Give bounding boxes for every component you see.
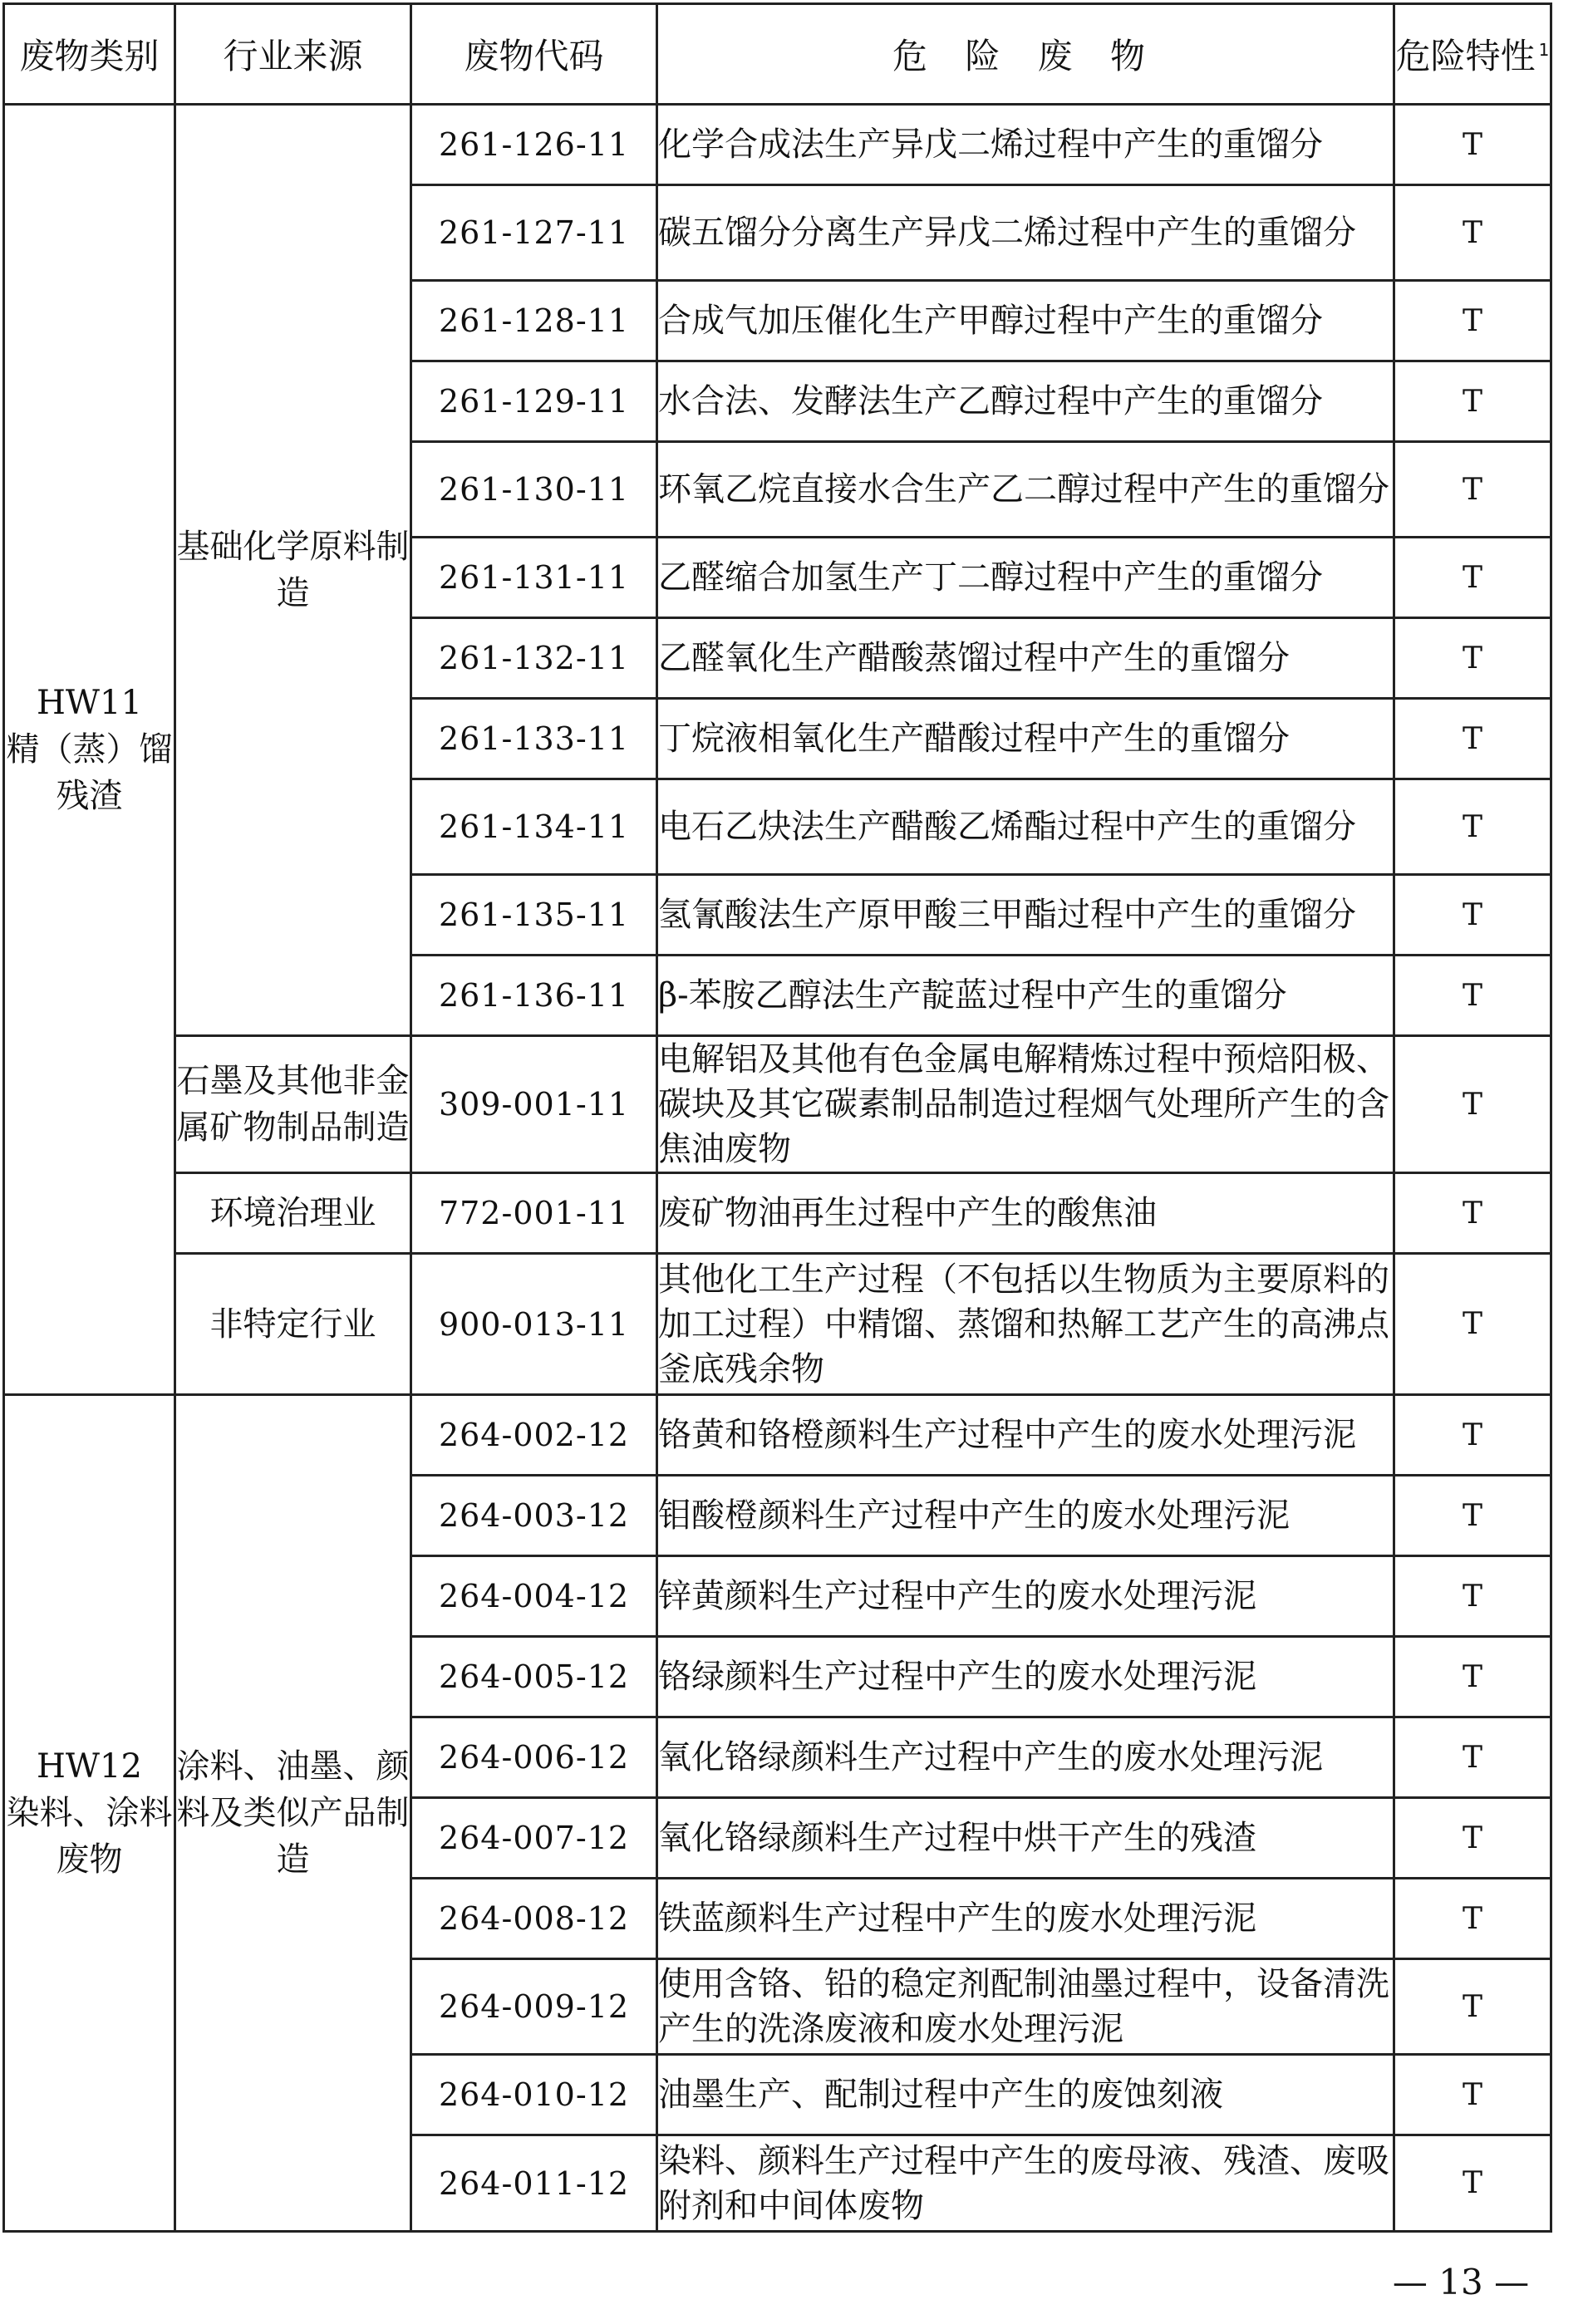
- waste-code: 261-127-11: [411, 185, 657, 281]
- hazard-property: T: [1394, 1173, 1551, 1254]
- table-header-row: [4, 4, 1551, 105]
- hazard-property: T: [1394, 1637, 1551, 1717]
- waste-code: 261-135-11: [411, 875, 657, 956]
- waste-code: 264-005-12: [411, 1637, 657, 1717]
- waste-description: 环氧乙烷直接水合生产乙二醇过程中产生的重馏分: [657, 442, 1394, 538]
- waste-description: 铬黄和铬橙颜料生产过程中产生的废水处理污泥: [657, 1395, 1394, 1476]
- waste-code: 264-008-12: [411, 1879, 657, 1959]
- header-industry: 行业来源: [175, 4, 411, 105]
- waste-description: 氧化铬绿颜料生产过程中烘干产生的残渣: [657, 1798, 1394, 1879]
- waste-description: 水合法、发酵法生产乙醇过程中产生的重馏分: [657, 361, 1394, 442]
- waste-code: 772-001-11: [411, 1173, 657, 1254]
- hazard-property: T: [1394, 1556, 1551, 1637]
- hazard-property: T: [1394, 2055, 1551, 2135]
- hazard-property: T: [1394, 185, 1551, 281]
- waste-description: 其他化工生产过程（不包括以生物质为主要原料的加工过程）中精馏、蒸馏和热解工艺产生的高沸点釜底残余物: [657, 1254, 1394, 1395]
- hazard-property: T: [1394, 875, 1551, 956]
- waste-code: 261-129-11: [411, 361, 657, 442]
- waste-code: 261-132-11: [411, 618, 657, 699]
- waste-code: 261-133-11: [411, 699, 657, 779]
- hazard-property: T: [1394, 699, 1551, 779]
- table-body: [4, 105, 1551, 2232]
- waste-code: 309-001-11: [411, 1036, 657, 1173]
- header-code: 废物代码: [411, 4, 657, 105]
- waste-description: 铬绿颜料生产过程中产生的废水处理污泥: [657, 1637, 1394, 1717]
- waste-description: 电解铝及其他有色金属电解精炼过程中预焙阳极、碳块及其它碳素制品制造过程烟气处理所产生的含焦油废物: [657, 1036, 1394, 1173]
- hazard-property: T: [1394, 538, 1551, 618]
- hazard-property: T: [1394, 779, 1551, 875]
- hazard-property: T: [1394, 1798, 1551, 1879]
- waste-description: 废矿物油再生过程中产生的酸焦油: [657, 1173, 1394, 1254]
- waste-description: β-苯胺乙醇法生产靛蓝过程中产生的重馏分: [657, 956, 1394, 1036]
- waste-code: 264-009-12: [411, 1959, 657, 2055]
- waste-description: 电石乙炔法生产醋酸乙烯酯过程中产生的重馏分: [657, 779, 1394, 875]
- hazard-property: T: [1394, 1879, 1551, 1959]
- category-cell: [4, 105, 175, 1395]
- waste-description: 丁烷液相氧化生产醋酸过程中产生的重馏分: [657, 699, 1394, 779]
- hazard-property: T: [1394, 442, 1551, 538]
- waste-description: 氧化铬绿颜料生产过程中产生的废水处理污泥: [657, 1717, 1394, 1798]
- category-cell: [4, 1395, 175, 2232]
- waste-description: 碳五馏分分离生产异戊二烯过程中产生的重馏分: [657, 185, 1394, 281]
- header-category: 废物类别: [4, 4, 175, 105]
- waste-code: 261-136-11: [411, 956, 657, 1036]
- hazard-property: T: [1394, 361, 1551, 442]
- waste-description: 油墨生产、配制过程中产生的废蚀刻液: [657, 2055, 1394, 2135]
- table-row: [4, 1173, 1551, 1254]
- hazard-property: T: [1394, 1395, 1551, 1476]
- hazard-property: T: [1394, 105, 1551, 185]
- header-waste: 危 险 废 物: [657, 4, 1394, 105]
- hazard-property: T: [1394, 618, 1551, 699]
- hazard-property: T: [1394, 1254, 1551, 1395]
- waste-code: 900-013-11: [411, 1254, 657, 1395]
- waste-code: 261-134-11: [411, 779, 657, 875]
- waste-description: 锌黄颜料生产过程中产生的废水处理污泥: [657, 1556, 1394, 1637]
- waste-description: 染料、颜料生产过程中产生的废母液、残渣、废吸附剂和中间体废物: [657, 2135, 1394, 2232]
- waste-description: 氢氰酸法生产原甲酸三甲酯过程中产生的重馏分: [657, 875, 1394, 956]
- industry-cell: 涂料、油墨、颜料及类似产品制造: [175, 1395, 411, 2232]
- industry-cell: 环境治理业: [175, 1173, 411, 1254]
- industry-cell: 石墨及其他非金属矿物制品制造: [175, 1036, 411, 1173]
- hazard-property: T: [1394, 1959, 1551, 2055]
- header-property-footnote: 1: [1538, 40, 1550, 60]
- waste-code: 261-128-11: [411, 281, 657, 361]
- hazard-property: T: [1394, 2135, 1551, 2232]
- header-property-label: 危险特性: [1395, 36, 1536, 76]
- waste-code: 264-006-12: [411, 1717, 657, 1798]
- waste-description: 铁蓝颜料生产过程中产生的废水处理污泥: [657, 1879, 1394, 1959]
- hazard-property: T: [1394, 1476, 1551, 1556]
- industry-cell: 基础化学原料制造: [175, 105, 411, 1036]
- waste-description: 化学合成法生产异戊二烯过程中产生的重馏分: [657, 105, 1394, 185]
- table-row: [4, 1036, 1551, 1173]
- waste-code: 261-130-11: [411, 442, 657, 538]
- waste-code: 264-002-12: [411, 1395, 657, 1476]
- waste-code: 261-126-11: [411, 105, 657, 185]
- waste-code: 264-003-12: [411, 1476, 657, 1556]
- table-row: [4, 1395, 1551, 1476]
- waste-description: 乙醛氧化生产醋酸蒸馏过程中产生的重馏分: [657, 618, 1394, 699]
- category-name: 染料、涂料废物: [6, 1794, 173, 1879]
- waste-code: 264-011-12: [411, 2135, 657, 2232]
- category-code: HW12: [37, 1747, 142, 1786]
- table-row: [4, 105, 1551, 185]
- hazard-property: T: [1394, 1717, 1551, 1798]
- waste-code: 264-004-12: [411, 1556, 657, 1637]
- page-number: — 13 —: [1392, 2262, 1530, 2302]
- waste-description: 乙醛缩合加氢生产丁二醇过程中产生的重馏分: [657, 538, 1394, 618]
- table-row: [4, 1254, 1551, 1395]
- waste-description: 钼酸橙颜料生产过程中产生的废水处理污泥: [657, 1476, 1394, 1556]
- waste-code: 261-131-11: [411, 538, 657, 618]
- waste-code: 264-007-12: [411, 1798, 657, 1879]
- waste-description: 使用含铬、铅的稳定剂配制油墨过程中，设备清洗产生的洗涤废液和废水处理污泥: [657, 1959, 1394, 2055]
- waste-code: 264-010-12: [411, 2055, 657, 2135]
- hazard-property: T: [1394, 281, 1551, 361]
- hazard-property: T: [1394, 956, 1551, 1036]
- waste-description: 合成气加压催化生产甲醇过程中产生的重馏分: [657, 281, 1394, 361]
- category-name: 精（蒸）馏残渣: [6, 730, 173, 815]
- hazard-property: T: [1394, 1036, 1551, 1173]
- header-property: [1394, 4, 1551, 105]
- hazardous-waste-table: [2, 2, 1552, 2233]
- category-code: HW11: [37, 684, 142, 722]
- industry-cell: 非特定行业: [175, 1254, 411, 1395]
